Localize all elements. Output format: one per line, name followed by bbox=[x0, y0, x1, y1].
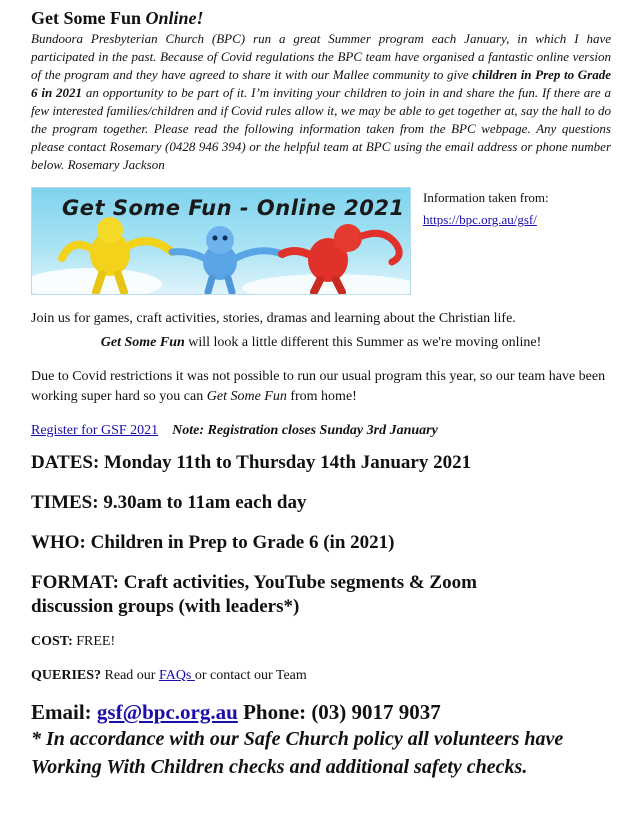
moving-emphasis: Get Some Fun bbox=[100, 335, 185, 350]
banner-image bbox=[31, 187, 411, 295]
banner-row bbox=[31, 187, 611, 295]
queries-label: QUERIES? bbox=[31, 668, 102, 683]
cost-value: FREE! bbox=[72, 634, 116, 649]
covid-text bbox=[31, 367, 611, 407]
moving-text bbox=[31, 333, 611, 353]
register-link[interactable]: Register for GSF 2021 bbox=[31, 423, 159, 438]
info-box bbox=[423, 187, 549, 231]
covid-part2: from home! bbox=[286, 389, 357, 404]
email-label: Email: bbox=[31, 700, 97, 724]
queries-text2: or contact our Team bbox=[194, 668, 307, 683]
intro-part1: Bundoora Presbyterian Church (BPC) run a great Summer program each January, in which I have participated in the past. Because of Covid regulations the BPC team have organised a fantastic online version of the program and they have agreed to share it with our Mallee community to give bbox=[31, 31, 611, 82]
registration-note: Note: Registration closes Sunday 3rd January bbox=[172, 423, 438, 438]
flyer bbox=[31, 6, 611, 781]
page-title bbox=[31, 6, 611, 30]
intro-bold: children in Prep to Grade 6 in 2021 bbox=[31, 67, 611, 100]
email-link[interactable]: gsf@bpc.org.au bbox=[96, 700, 238, 724]
banner-text: Get Some Fun - Online 2021 bbox=[62, 196, 405, 220]
title-emphasis: Online! bbox=[145, 8, 204, 28]
info-link[interactable]: https://bpc.org.au/gsf/ bbox=[423, 212, 537, 227]
format-heading: FORMAT: Craft activities, YouTube segments & Zoom discussion groups (with leaders*) bbox=[31, 572, 477, 617]
faqs-link[interactable]: FAQs bbox=[158, 668, 195, 683]
contact-line bbox=[31, 699, 611, 725]
covid-part1: Due to Covid restrictions it was not possible to run our usual program this year, so our team have been working super hard so you can bbox=[31, 369, 606, 404]
who-heading: WHO: Children in Prep to Grade 6 (in 2021) bbox=[31, 532, 395, 553]
covid-emphasis: Get Some Fun bbox=[206, 389, 287, 404]
footnote: * In accordance with our Safe Church policy all volunteers have Working With Children checks and additional safety checks. bbox=[31, 728, 564, 778]
moving-rest: will look a little different this Summer as we're moving online! bbox=[184, 335, 542, 350]
register-line bbox=[31, 421, 611, 441]
times-heading: TIMES: 9.30am to 11am each day bbox=[31, 492, 307, 513]
title-main: Get Some Fun bbox=[31, 8, 146, 28]
cost-line bbox=[31, 633, 611, 651]
info-label: Information taken from: bbox=[423, 190, 549, 205]
dates-heading: DATES: Monday 11th to Thursday 14th January 2021 bbox=[31, 452, 472, 473]
join-text: Join us for games, craft activities, stories, dramas and learning about the Christian life. bbox=[31, 311, 516, 326]
phone-text: Phone: (03) 9017 9037 bbox=[237, 700, 441, 724]
intro-paragraph bbox=[31, 30, 611, 174]
queries-line bbox=[31, 667, 611, 685]
cost-label: COST: bbox=[31, 634, 73, 649]
queries-text1: Read our bbox=[101, 668, 159, 683]
intro-part2: an opportunity to be part of it. I’m inviting your children to join in and share the fun. If there are a few interested families/children and if Covid rules allow it, we may be able to get together at, say the hall to do the program together. Please read the following information taken from the BPC webpage. Any questions please contact Rosemary (0428 946 394) or the helpful team at BPC using the email address or phone number below. Rosemary Jackson bbox=[31, 85, 612, 172]
